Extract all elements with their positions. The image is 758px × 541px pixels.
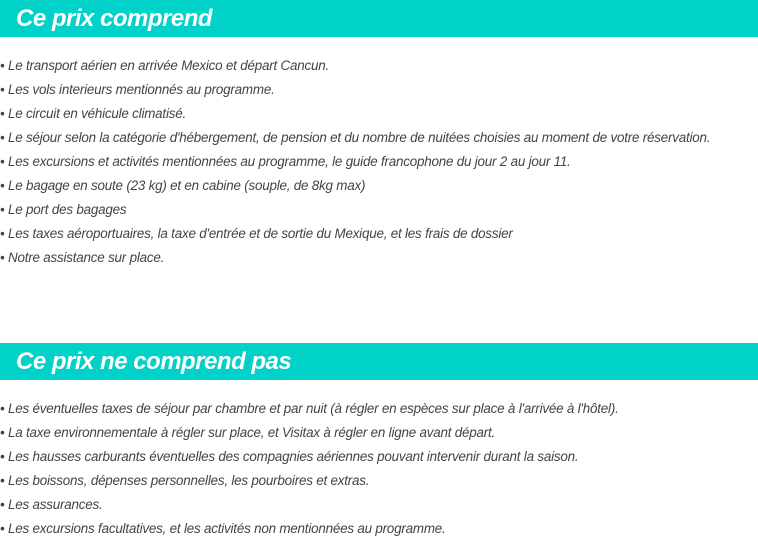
list-item: • Les excursions facultatives, et les activités non mentionnées au programme. (0, 517, 720, 541)
list-item: • Le circuit en véhicule climatisé. (0, 102, 720, 126)
excluded-title: Ce prix ne comprend pas (16, 348, 292, 375)
list-item: • Les hausses carburants éventuelles des compagnies aériennes pouvant intervenir durant la saison. (0, 445, 720, 469)
list-item: • Les taxes aéroportuaires, la taxe d'entrée et de sortie du Mexique, et les frais de dossier (0, 222, 720, 246)
excluded-header (0, 343, 758, 380)
list-item: • Le séjour selon la catégorie d'hébergement, de pension et du nombre de nuitées choisies au moment de votre réservation. (0, 126, 720, 150)
list-item: • Le port des bagages (0, 198, 720, 222)
list-item: • Les excursions et activités mentionnées au programme, le guide francophone du jour 2 au jour 11. (0, 150, 720, 174)
list-item: • Les éventuelles taxes de séjour par chambre et par nuit (à régler en espèces sur place à l'arrivée à l'hôtel). (0, 397, 720, 421)
excluded-list (0, 397, 720, 541)
included-title: Ce prix comprend (16, 5, 213, 32)
list-item: • Les assurances. (0, 493, 720, 517)
list-item: • Les boissons, dépenses personnelles, les pourboires et extras. (0, 469, 720, 493)
included-header (0, 0, 758, 37)
list-item: • Le transport aérien en arrivée Mexico et départ Cancun. (0, 54, 720, 78)
list-item: • La taxe environnementale à régler sur place, et Visitax à régler en ligne avant départ. (0, 421, 720, 445)
list-item: • Notre assistance sur place. (0, 246, 720, 270)
list-item: • Les vols interieurs mentionnés au programme. (0, 78, 720, 102)
included-list (0, 54, 720, 270)
list-item: • Le bagage en soute (23 kg) et en cabine (souple, de 8kg max) (0, 174, 720, 198)
